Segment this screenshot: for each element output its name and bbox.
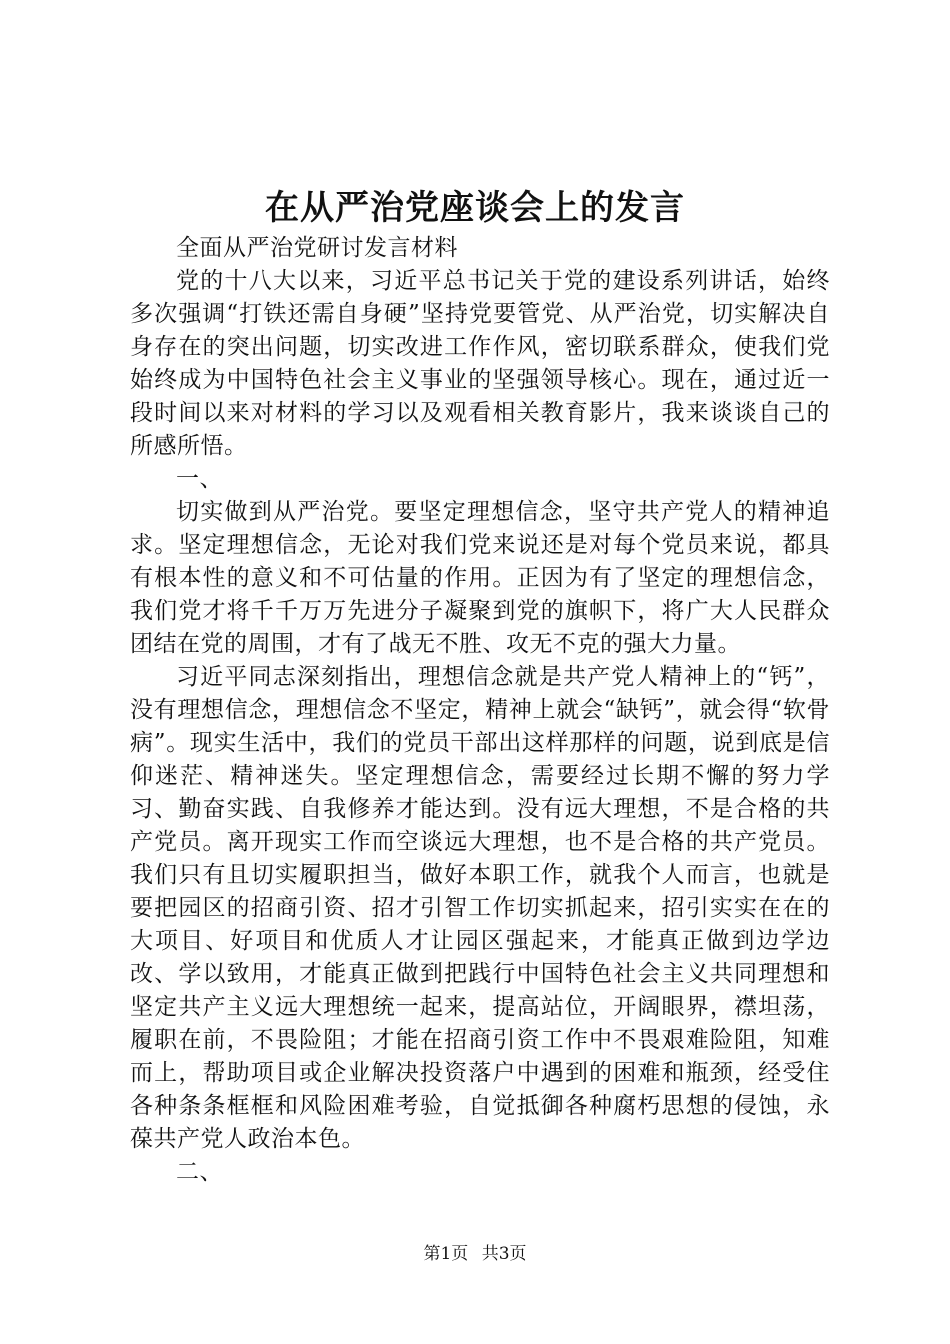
- paragraph-subtitle: 全面从严治党研讨发言材料: [176, 235, 458, 261]
- page-footer: [0, 1243, 950, 1265]
- section-heading-two: 二、: [176, 1159, 223, 1185]
- page-number: 第1页: [423, 1244, 469, 1264]
- paragraph-quote: 习近平同志深刻指出，理想信念就是共产党人精神上的“钙”，没有理想信念，理想信念不坚定，精神上就会“缺钙”，就会得“软骨病”。现实生活中，我们的党员干部出这样那样的问题，说到底是信仰迷茫、精神迷失。坚定理想信念，需要经过长期不懈的努力学习、勤奋实践、自我修养才能达到。没有远大理想，不是合格的共产党员。离开现实工作而空谈远大理想，也不是合格的共产党员。我们只有且切实履职担当，做好本职工作，就我个人而言，也就是要把园区的招商引资、招才引智工作切实抓起来，招引实实在在的大项目、好项目和优质人才让园区强起来，才能真正做到边学边改、学以致用，才能真正做到把践行中国特色社会主义共同理想和坚定共产主义远大理想统一起来，提高站位，开阔眼界，襟坦荡，履职在前，不畏险阻；才能在招商引资工作中不畏艰难险阻，知难而上，帮助项目或企业解决投资落户中遇到的困难和瓶颈，经受住各种条条框框和风险困难考验，自觉抵御各种腐朽思想的侵蚀，永葆共产党人政治本色。: [130, 664, 830, 1152]
- document-title: 在从严治党座谈会上的发言: [265, 188, 685, 228]
- page-total: 共3页: [481, 1244, 527, 1264]
- paragraph-section-one: 切实做到从严治党。要坚定理想信念，坚守共产党人的精神追求。坚定理想信念，无论对我们党来说还是对每个党员来说，都具有根本性的意义和不可估量的作用。正因为有了坚定的理想信念，我们党才将千千万万先进分子凝聚到党的旗帜下，将广大人民群众团结在党的周围，才有了战无不胜、攻无不克的强大力量。: [130, 499, 830, 657]
- document-body: [130, 232, 830, 1189]
- paragraph-intro: 党的十八大以来，习近平总书记关于党的建设系列讲话，始终多次强调“打铁还需自身硬”坚持党要管党、从严治党，切实解决自身存在的突出问题，切实改进工作作风，密切联系群众，使我们党始终成为中国特色社会主义事业的坚强领导核心。现在，通过近一段时间以来对材料的学习以及观看相关教育影片，我来谈谈自己的所感所悟。: [130, 268, 830, 459]
- section-heading-one: 一、: [176, 466, 223, 492]
